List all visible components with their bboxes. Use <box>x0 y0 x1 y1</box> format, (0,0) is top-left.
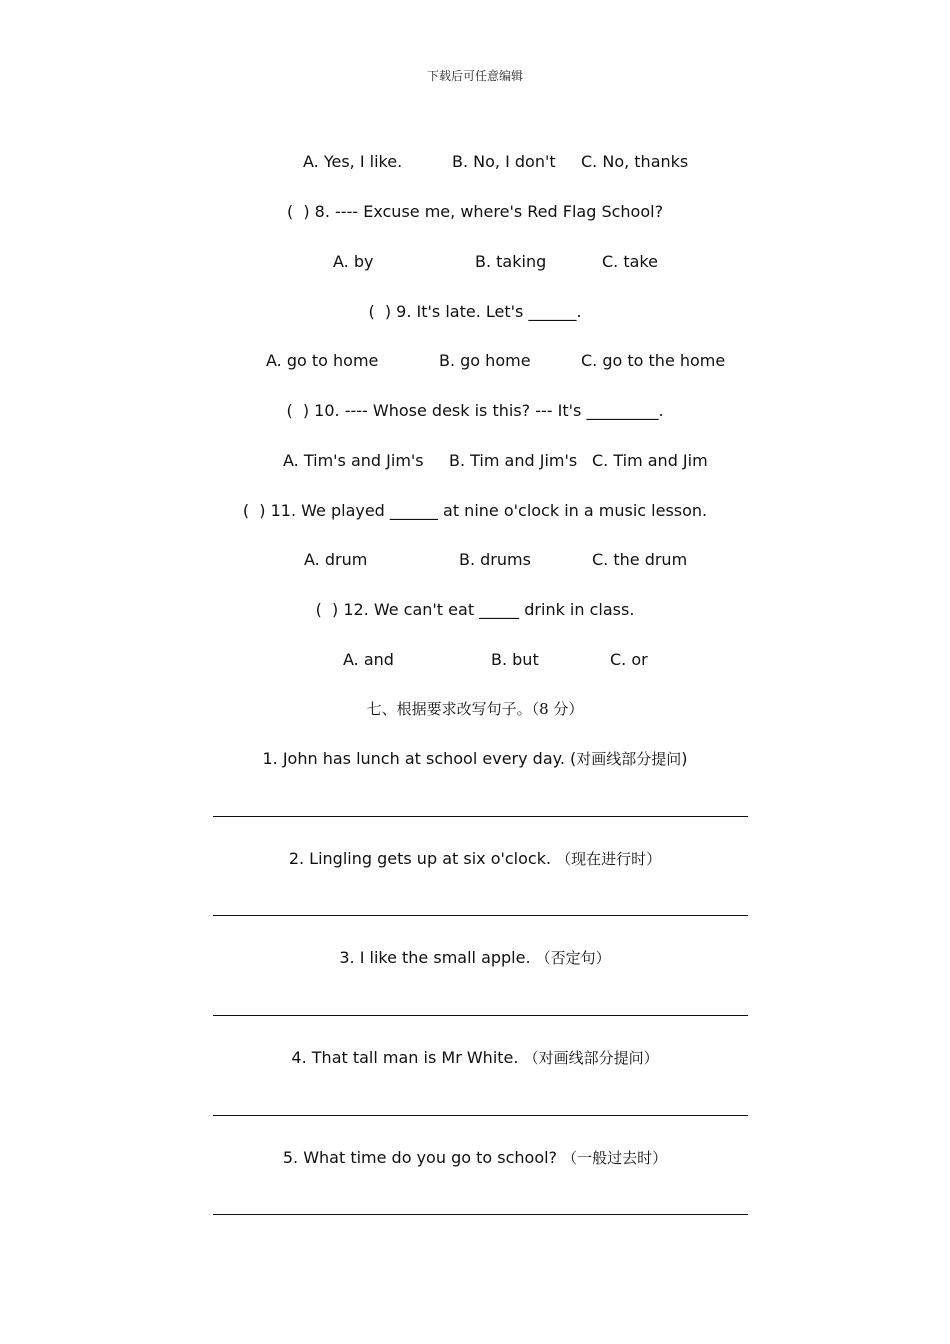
rewrite-item-hint: （现在进行时） <box>556 850 662 868</box>
q12-stem: ( ) 12. We can't eat _____ drink in class. <box>315 600 635 619</box>
q9-option-a: A. go to home <box>266 351 379 370</box>
rewrite-item-2 <box>0 849 950 869</box>
q11-stem: ( ) 11. We played ______ at nine o'clock in a music lesson. <box>242 501 708 520</box>
q8-option-c: C. take <box>602 252 658 271</box>
rewrite-item-text: 4. That tall man is Mr White. <box>291 1048 524 1067</box>
q8-option-b: B. taking <box>475 252 547 271</box>
q9-stem: ( ) 9. It's late. Let's ______. <box>368 302 582 321</box>
rewrite-item-hint: （一般过去时） <box>562 1149 668 1167</box>
rewrite-item-text: 1. John has lunch at school every day. ( <box>262 749 577 768</box>
rewrite-item-hint: （对画线部分提问） <box>523 1049 659 1067</box>
rewrite-item-tail: ) <box>681 749 688 768</box>
answer-line-5 <box>213 1214 748 1215</box>
q12-option-a: A. and <box>343 650 394 669</box>
q8-option-a: A. by <box>333 252 374 271</box>
answer-line-2 <box>213 915 748 916</box>
rewrite-item-3 <box>0 948 950 968</box>
rewrite-item-hint: 对画线部分提问 <box>576 750 682 768</box>
rewrite-item-1 <box>0 749 950 769</box>
q7-option-a: A. Yes, I like. <box>303 152 403 171</box>
q10-option-b: B. Tim and Jim's <box>449 451 578 470</box>
answer-line-3 <box>213 1015 748 1016</box>
rewrite-item-5 <box>0 1148 950 1168</box>
q12-option-c: C. or <box>610 650 648 669</box>
rewrite-item-hint: （否定句） <box>535 949 611 967</box>
q7-option-c: C. No, thanks <box>581 152 689 171</box>
section-7-title: 七、根据要求改写句子。（8 分） <box>366 700 584 718</box>
answer-line-4 <box>213 1115 748 1116</box>
q12-option-b: B. but <box>491 650 539 669</box>
rewrite-item-4 <box>0 1048 950 1068</box>
rewrite-item-text: 2. Lingling gets up at six o'clock. <box>288 849 557 868</box>
q11-option-b: B. drums <box>459 550 531 569</box>
q10-option-a: A. Tim's and Jim's <box>283 451 424 470</box>
q9-option-c: C. go to the home <box>581 351 726 370</box>
header-note: 下载后可任意编辑 <box>426 69 523 83</box>
q8-stem: ( ) 8. ---- Excuse me, where's Red Flag School? <box>286 202 664 221</box>
q11-option-c: C. the drum <box>592 550 688 569</box>
q10-option-c: C. Tim and Jim <box>592 451 708 470</box>
q10-stem: ( ) 10. ---- Whose desk is this? --- It's _________. <box>286 401 664 420</box>
q11-option-a: A. drum <box>304 550 368 569</box>
rewrite-item-text: 5. What time do you go to school? <box>282 1148 563 1167</box>
answer-line-1 <box>213 816 748 817</box>
rewrite-item-text: 3. I like the small apple. <box>339 948 536 967</box>
q7-option-b: B. No, I don't <box>452 152 556 171</box>
q9-option-b: B. go home <box>439 351 531 370</box>
